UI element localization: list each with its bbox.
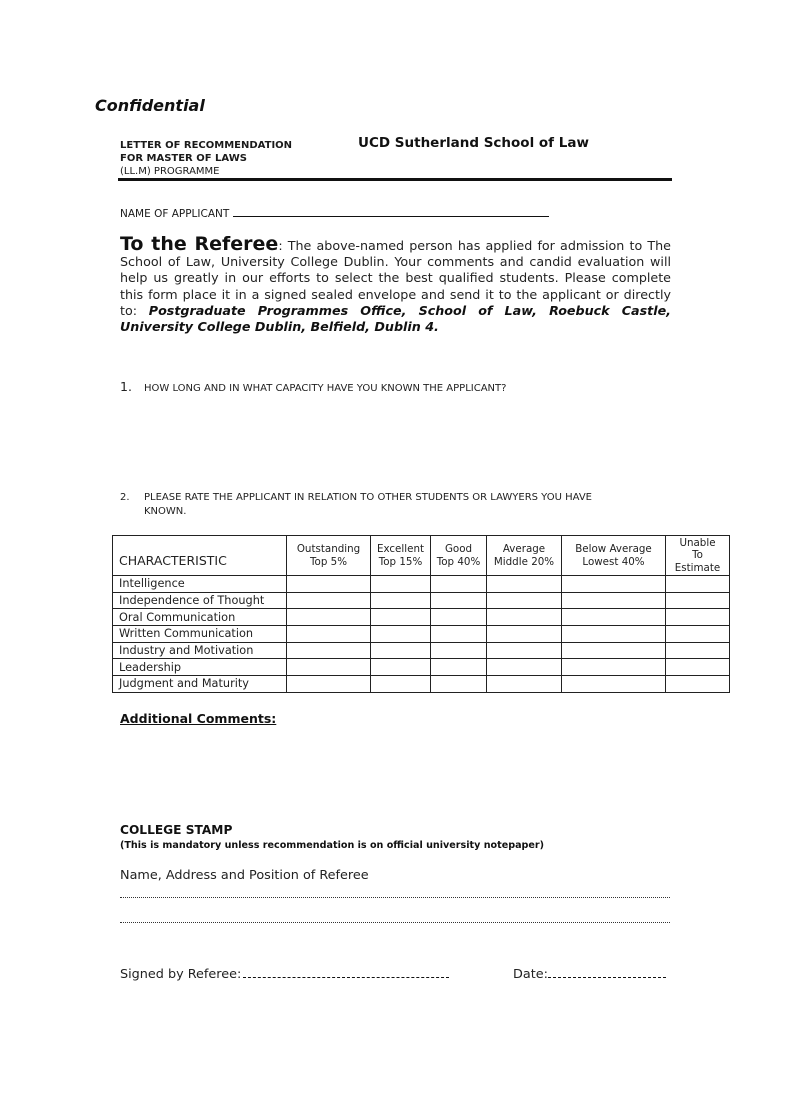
rating-cell[interactable]: [371, 592, 431, 609]
table-row: [113, 626, 730, 643]
rating-cell[interactable]: [371, 676, 431, 693]
question-2-text-line2: KNOWN.: [144, 505, 187, 517]
table-row: [113, 676, 730, 693]
rating-cell[interactable]: [562, 592, 666, 609]
rating-cell[interactable]: [666, 659, 730, 676]
rating-table-header: [113, 536, 730, 576]
rating-cell[interactable]: [371, 609, 431, 626]
referee-details-line-2[interactable]: [120, 922, 670, 923]
college-stamp-title: COLLEGE STAMP: [120, 823, 233, 837]
rating-cell[interactable]: [371, 626, 431, 643]
row-label-independence: Independence of Thought: [113, 592, 287, 609]
form-title-line2: FOR MASTER OF LAWS: [120, 153, 247, 164]
rating-cell[interactable]: [431, 659, 487, 676]
rating-cell[interactable]: [487, 659, 562, 676]
rating-cell[interactable]: [666, 626, 730, 643]
referee-details-label: Name, Address and Position of Referee: [120, 868, 369, 883]
row-label-judgment-maturity: Judgment and Maturity: [113, 676, 287, 693]
rating-cell[interactable]: [371, 659, 431, 676]
rating-cell[interactable]: [487, 592, 562, 609]
column-header-good: Good Top 40%: [431, 536, 487, 576]
rating-cell[interactable]: [431, 676, 487, 693]
rating-cell[interactable]: [371, 642, 431, 659]
rating-cell[interactable]: [562, 609, 666, 626]
rating-cell[interactable]: [431, 576, 487, 593]
referee-heading: To the Referee: [120, 233, 279, 255]
table-row: [113, 592, 730, 609]
characteristic-header: CHARACTERISTIC: [113, 536, 287, 576]
confidential-label: Confidential: [95, 96, 205, 115]
date-blank[interactable]: [548, 965, 666, 978]
rating-cell[interactable]: [287, 659, 371, 676]
date-field: [513, 965, 666, 982]
column-header-outstanding: Outstanding Top 5%: [287, 536, 371, 576]
table-row: [113, 642, 730, 659]
rating-cell[interactable]: [487, 626, 562, 643]
rating-cell[interactable]: [666, 592, 730, 609]
applicant-name-blank[interactable]: [233, 206, 549, 217]
applicant-name-field: [120, 206, 549, 220]
column-header-excellent: Excellent Top 15%: [371, 536, 431, 576]
form-title: [120, 139, 292, 178]
rating-cell[interactable]: [487, 609, 562, 626]
signature-blank[interactable]: [243, 965, 449, 978]
rating-cell[interactable]: [287, 626, 371, 643]
signed-by-referee-label: Signed by Referee:: [120, 967, 242, 982]
row-label-written-communication: Written Communication: [113, 626, 287, 643]
referee-heading-colon: :: [278, 238, 283, 253]
question-1-text: HOW LONG AND IN WHAT CAPACITY HAVE YOU KNOWN THE APPLICANT?: [144, 383, 507, 394]
school-name: UCD Sutherland School of Law: [358, 135, 589, 151]
applicant-name-label: NAME OF APPLICANT: [120, 208, 230, 220]
rating-cell[interactable]: [431, 626, 487, 643]
rating-cell[interactable]: [371, 576, 431, 593]
date-label: Date:: [513, 967, 548, 982]
rating-cell[interactable]: [287, 642, 371, 659]
rating-cell[interactable]: [287, 609, 371, 626]
question-2-number: 2.: [120, 492, 130, 503]
referee-instructions: [120, 233, 671, 335]
college-stamp-note: (This is mandatory unless recommendation is on official university notepaper): [120, 840, 545, 851]
question-2-text-line1: PLEASE RATE THE APPLICANT IN RELATION TO OTHER STUDENTS OR LAWYERS YOU HAVE: [144, 492, 592, 503]
form-title-line3: (LL.M) PROGRAMME: [120, 166, 220, 177]
rating-cell[interactable]: [431, 642, 487, 659]
rating-cell[interactable]: [487, 576, 562, 593]
form-title-line1: LETTER OF RECOMMENDATION: [120, 140, 293, 151]
rating-cell[interactable]: [431, 609, 487, 626]
rating-cell[interactable]: [431, 592, 487, 609]
table-row: [113, 609, 730, 626]
question-1: [120, 379, 506, 394]
rating-cell[interactable]: [666, 642, 730, 659]
mailing-address: Postgraduate Programmes Office, School of Law, Roebuck Castle, University College Dublin, Belfield, Dublin 4.: [120, 302, 671, 335]
column-header-average: Average Middle 20%: [487, 536, 562, 576]
rating-cell[interactable]: [562, 626, 666, 643]
column-header-below-average: Below Average Lowest 40%: [562, 536, 666, 576]
rating-cell[interactable]: [666, 576, 730, 593]
rating-cell[interactable]: [287, 576, 371, 593]
referee-details-line-1[interactable]: [120, 897, 670, 898]
row-label-leadership: Leadership: [113, 659, 287, 676]
rating-cell[interactable]: [562, 576, 666, 593]
referee-body: The above-named person has applied for admission to The School of Law, University College Dublin. Your comments and candid evaluation will help us greatly in our efforts to select the best qualified students. Please complete this form place it in a signed sealed envelope and send it to the applicant or directly to:: [120, 238, 671, 318]
rating-cell[interactable]: [487, 642, 562, 659]
rating-cell[interactable]: [666, 609, 730, 626]
question-2: [120, 491, 592, 518]
row-label-industry-motivation: Industry and Motivation: [113, 642, 287, 659]
signature-field: [120, 965, 449, 982]
row-label-oral-communication: Oral Communication: [113, 609, 287, 626]
table-row: [113, 659, 730, 676]
rating-cell[interactable]: [562, 659, 666, 676]
rating-table: [112, 535, 730, 693]
rating-cell[interactable]: [666, 676, 730, 693]
rating-cell[interactable]: [562, 676, 666, 693]
header-divider: [118, 178, 672, 181]
table-row: [113, 576, 730, 593]
rating-cell[interactable]: [562, 642, 666, 659]
rating-cell[interactable]: [487, 676, 562, 693]
question-1-number: 1.: [120, 379, 132, 394]
rating-cell[interactable]: [287, 676, 371, 693]
rating-cell[interactable]: [287, 592, 371, 609]
additional-comments-label: Additional Comments:: [120, 711, 277, 726]
row-label-intelligence: Intelligence: [113, 576, 287, 593]
column-header-unable-to-estimate: Unable To Estimate: [666, 536, 730, 576]
